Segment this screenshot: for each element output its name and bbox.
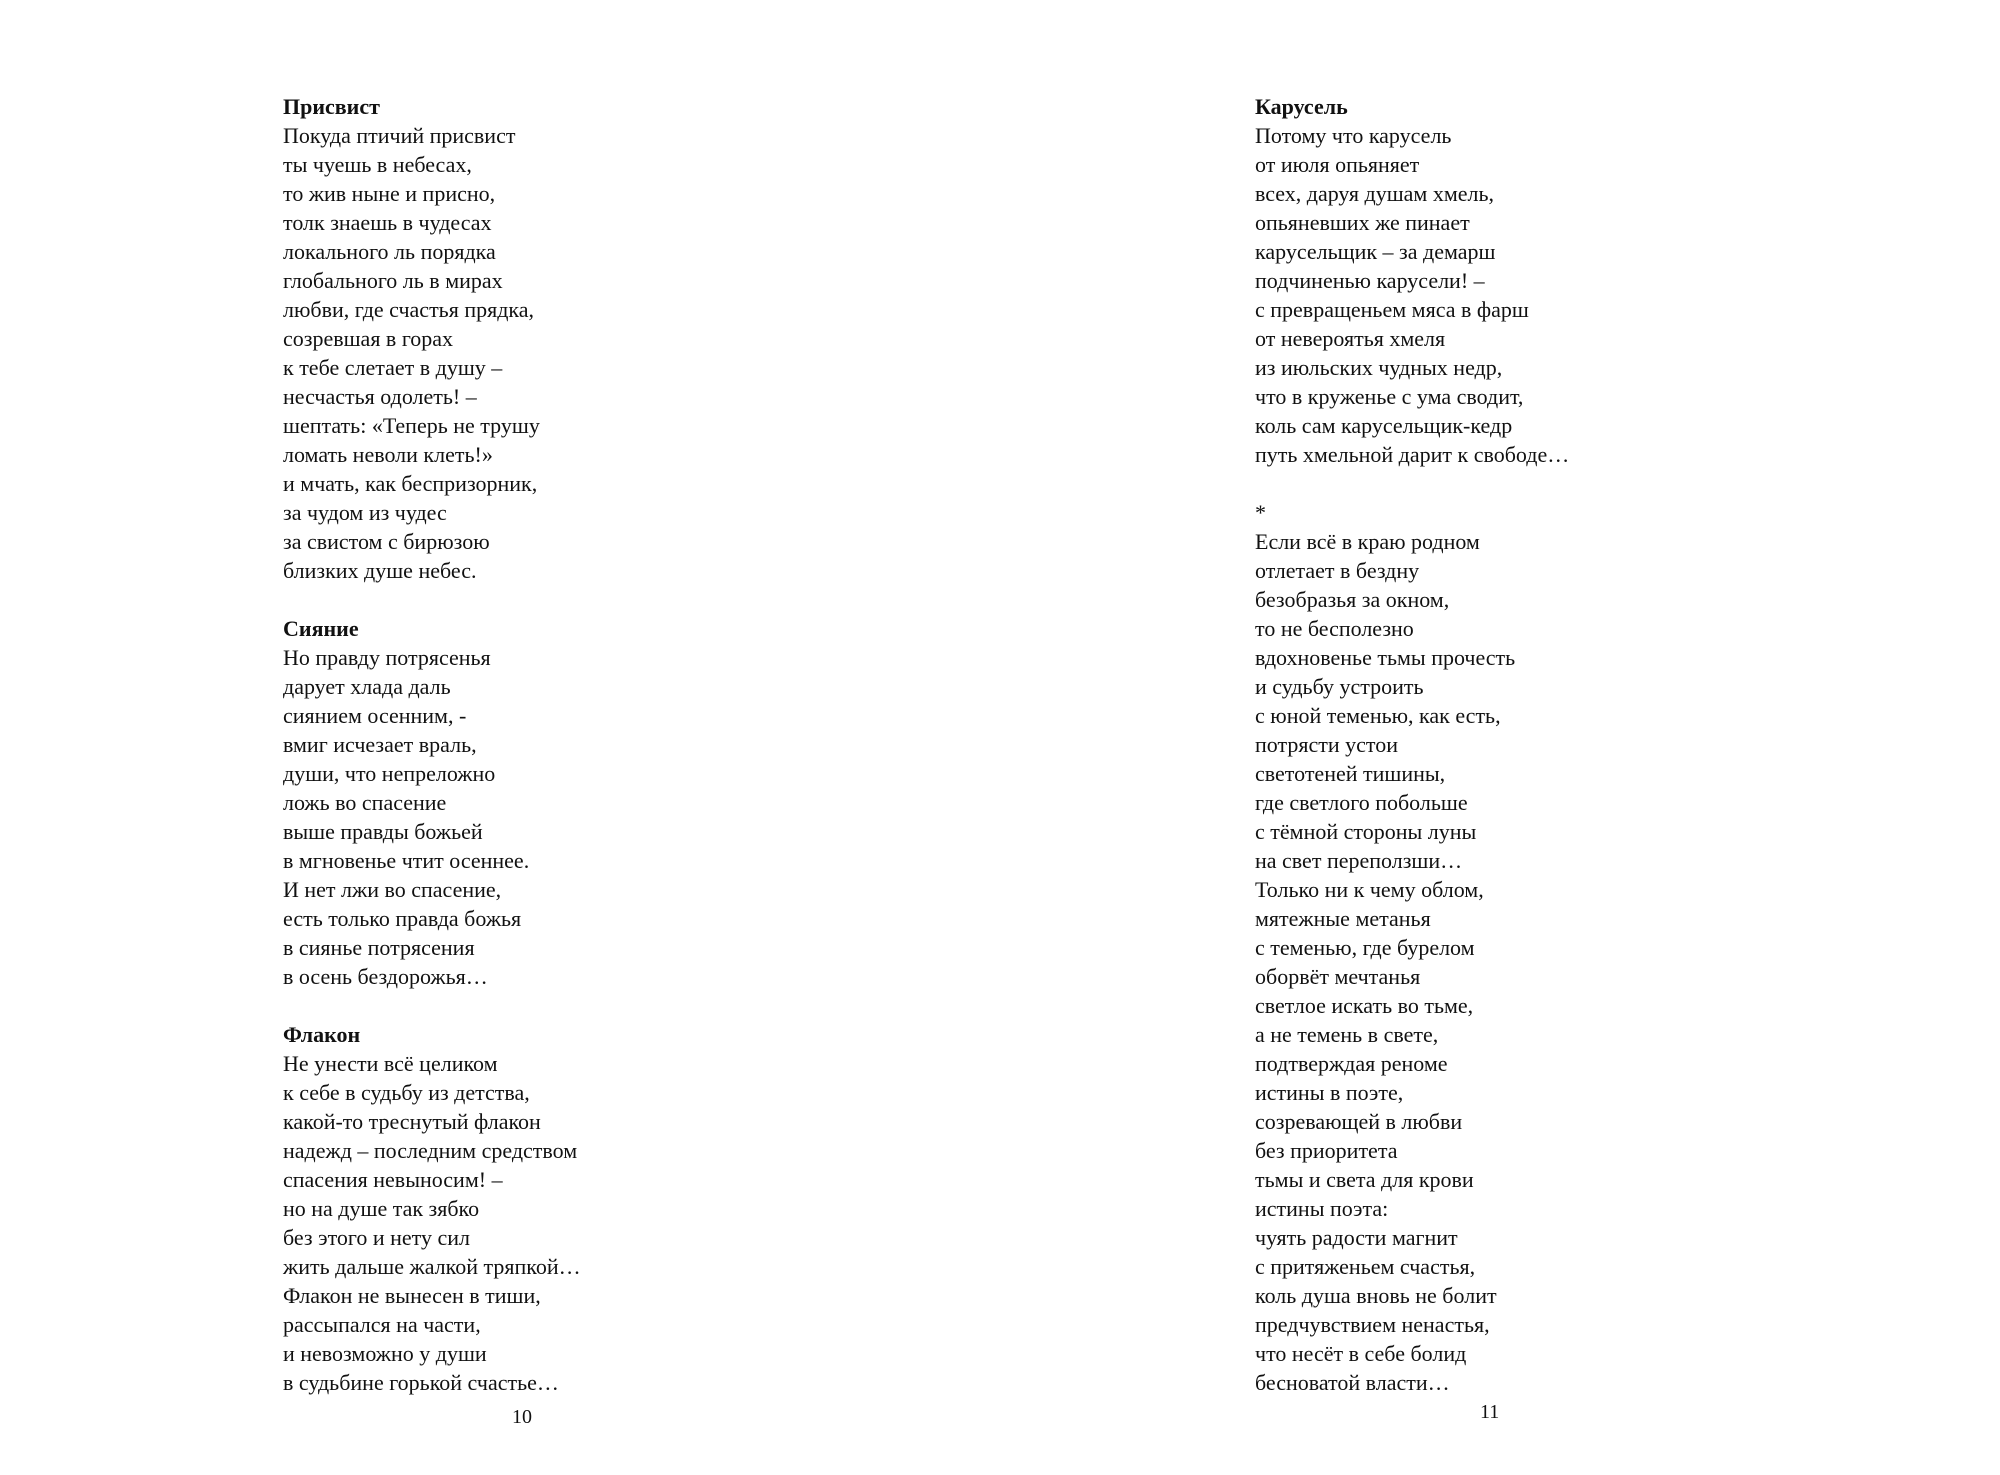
poem-title: Сияние xyxy=(283,616,359,641)
poem-line: к тебе слетает в душу – xyxy=(283,355,503,380)
poem-line: то не бесполезно xyxy=(1255,616,1414,641)
poem-siyanie xyxy=(283,614,581,991)
poem-line: ложь во спасение xyxy=(283,790,447,815)
poem-line: а не темень в свете, xyxy=(1255,1022,1439,1047)
poem-line: предчувствием ненастья, xyxy=(1255,1312,1490,1337)
right-page xyxy=(1000,0,2000,1475)
poem-line: надежд – последним средством xyxy=(283,1138,578,1163)
poem-line: созревающей в любви xyxy=(1255,1109,1463,1134)
poem-flakon xyxy=(283,1020,581,1397)
poem-line: шептать: «Теперь не трушу xyxy=(283,413,540,438)
poem-title: Присвист xyxy=(283,94,380,119)
poem-line: подчиненью карусели! – xyxy=(1255,268,1485,293)
poem-line: без этого и нету сил xyxy=(283,1225,471,1250)
poem-line: отлетает в бездну xyxy=(1255,558,1420,583)
poem-line: Но правду потрясенья xyxy=(283,645,491,670)
poem-prisvist xyxy=(283,92,581,585)
poem-line: с тёмной стороны луны xyxy=(1255,819,1477,844)
poem-line: оборвёт мечтанья xyxy=(1255,964,1421,989)
poem-line: Если всё в краю родном xyxy=(1255,529,1480,554)
poem-title: Карусель xyxy=(1255,94,1348,119)
poem-line: на свет переползши… xyxy=(1255,848,1463,873)
poem-line: мятежные метанья xyxy=(1255,906,1431,931)
page-number-right: 11 xyxy=(1480,1401,1500,1423)
poem-line: ты чуешь в небесах, xyxy=(283,152,472,177)
poem-line: коль сам карусельщик-кедр xyxy=(1255,413,1513,438)
poem-karusel xyxy=(1255,92,1569,469)
poem-line: безобразья за окном, xyxy=(1255,587,1450,612)
poem-line: И нет лжи во спасение, xyxy=(283,877,502,902)
poem-line: души, что непреложно xyxy=(283,761,496,786)
poem-line: в судьбине горькой счастье… xyxy=(283,1370,559,1395)
poem-line: чуять радости магнит xyxy=(1255,1225,1458,1250)
right-page-column xyxy=(1255,92,1569,1426)
poem-line: в сиянье потрясения xyxy=(283,935,475,960)
poem-line: истины в поэте, xyxy=(1255,1080,1404,1105)
poem-untitled xyxy=(1255,498,1569,1397)
poem-line: из июльских чудных недр, xyxy=(1255,355,1503,380)
poem-line: выше правды божьей xyxy=(283,819,483,844)
poem-line: за свистом с бирюзою xyxy=(283,529,490,554)
poem-line: и судьбу устроить xyxy=(1255,674,1424,699)
poem-line: вдохновенье тьмы прочесть xyxy=(1255,645,1516,670)
poem-line: вмиг исчезает враль, xyxy=(283,732,477,757)
poem-line: локального ль порядка xyxy=(283,239,496,264)
poem-line: от июля опьяняет xyxy=(1255,152,1420,177)
poem-line: Флакон не вынесен в тиши, xyxy=(283,1283,541,1308)
poem-line: Покуда птичий присвист xyxy=(283,123,516,148)
poem-line: близких душе небес. xyxy=(283,558,477,583)
poem-line: истины поэта: xyxy=(1255,1196,1389,1221)
poem-line: где светлого побольше xyxy=(1255,790,1468,815)
poem-line: за чудом из чудес xyxy=(283,500,447,525)
poem-line: любви, где счастья прядка, xyxy=(283,297,535,322)
poem-line: созревшая в горах xyxy=(283,326,454,351)
poem-line: толк знаешь в чудесах xyxy=(283,210,492,235)
poem-line: и невозможно у души xyxy=(283,1341,487,1366)
poem-line: с юной теменью, как есть, xyxy=(1255,703,1501,728)
poem-line: потрясти устои xyxy=(1255,732,1398,757)
poem-line: в мгновенье чтит осеннее. xyxy=(283,848,530,873)
poem-line: что несёт в себе болид xyxy=(1255,1341,1467,1366)
poem-line: с притяженьем счастья, xyxy=(1255,1254,1476,1279)
poem-line: в осень бездорожья… xyxy=(283,964,488,989)
poem-line: подтверждая реноме xyxy=(1255,1051,1448,1076)
poem-asterisk-title: * xyxy=(1255,500,1266,525)
poem-line: Потому что карусель xyxy=(1255,123,1452,148)
poem-line: опьяневших же пинает xyxy=(1255,210,1470,235)
poem-line: тьмы и света для крови xyxy=(1255,1167,1474,1192)
poem-title: Флакон xyxy=(283,1022,361,1047)
poem-line: от невероятья хмеля xyxy=(1255,326,1446,351)
poem-line: несчастья одолеть! – xyxy=(283,384,477,409)
poem-line: бесноватой власти… xyxy=(1255,1370,1450,1395)
poem-line: Не унести всё целиком xyxy=(283,1051,498,1076)
left-page-column xyxy=(283,92,581,1426)
poem-line: Только ни к чему облом, xyxy=(1255,877,1484,902)
poem-line: то жив ныне и присно, xyxy=(283,181,496,206)
poem-line: какой-то треснутый флакон xyxy=(283,1109,541,1134)
poem-line: к себе в судьбу из детства, xyxy=(283,1080,530,1105)
poem-line: есть только правда божья xyxy=(283,906,522,931)
poem-line: без приоритета xyxy=(1255,1138,1398,1163)
poem-line: ломать неволи клеть!» xyxy=(283,442,493,467)
poem-line: всех, даруя душам хмель, xyxy=(1255,181,1495,206)
poem-line: что в круженье с ума сводит, xyxy=(1255,384,1524,409)
poem-line: светлое искать во тьме, xyxy=(1255,993,1474,1018)
poem-line: глобального ль в мирах xyxy=(283,268,503,293)
poem-line: с теменью, где бурелом xyxy=(1255,935,1475,960)
poem-line: путь хмельной дарит к свободе… xyxy=(1255,442,1570,467)
poem-line: дарует хлада даль xyxy=(283,674,451,699)
poem-line: рассыпался на части, xyxy=(283,1312,481,1337)
poem-line: коль душа вновь не болит xyxy=(1255,1283,1497,1308)
poem-line: спасения невыносим! – xyxy=(283,1167,503,1192)
poem-line: но на душе так зябко xyxy=(283,1196,480,1221)
poem-line: светотеней тишины, xyxy=(1255,761,1446,786)
poem-line: жить дальше жалкой тряпкой… xyxy=(283,1254,581,1279)
poem-line: и мчать, как беспризорник, xyxy=(283,471,538,496)
page-number-left: 10 xyxy=(512,1406,532,1428)
poem-line: с превращеньем мяса в фарш xyxy=(1255,297,1529,322)
poem-line: карусельщик – за демарш xyxy=(1255,239,1496,264)
poem-line: сиянием осенним, - xyxy=(283,703,467,728)
